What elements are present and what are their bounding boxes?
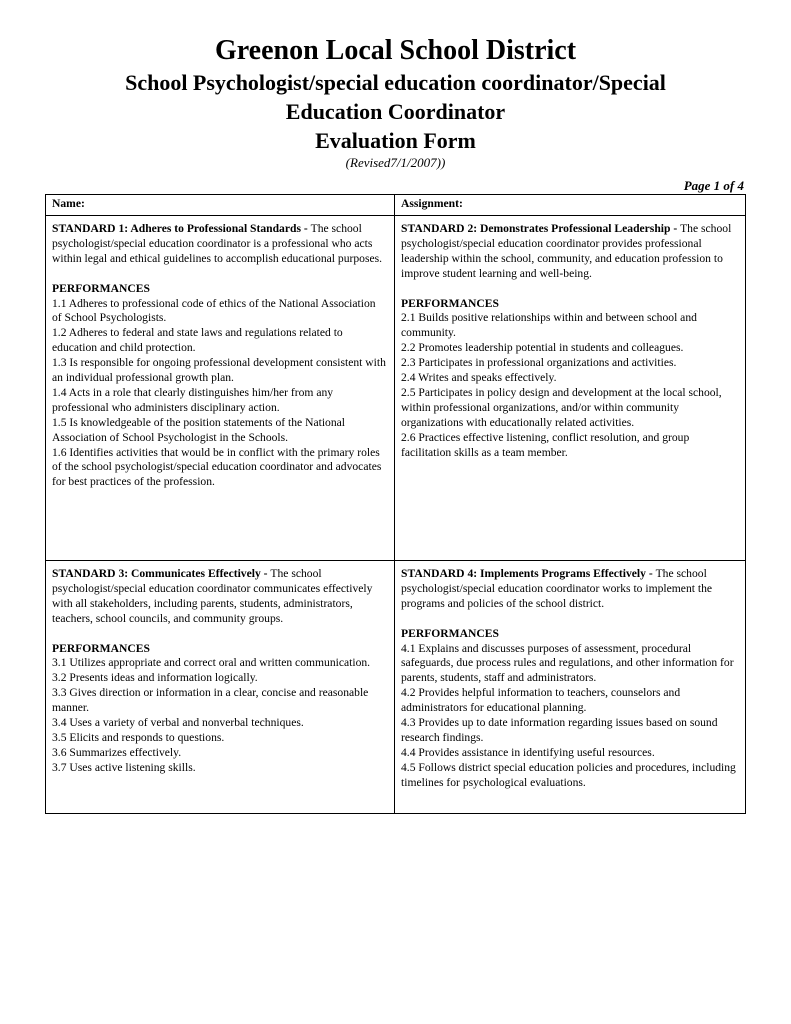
performance-2-5: 2.5 Participates in policy design and development at the local school, within professional organizations, and/or within community organizations with educationally related activities. [401, 385, 722, 429]
performance-4-3: 4.3 Provides up to date information regarding issues based on sound research findings. [401, 716, 718, 744]
standard-4-performances-label: PERFORMANCES [401, 626, 499, 640]
performance-3-1: 3.1 Utilizes appropriate and correct oral and written communication. [52, 656, 371, 670]
form-name: Evaluation Form [315, 128, 476, 153]
performance-2-1: 2.1 Builds positive relationships within and between school and community. [401, 311, 697, 340]
performance-3-2: 3.2 Presents ideas and information logically. [52, 671, 258, 685]
assignment-label: Assignment: [401, 197, 463, 210]
name-field[interactable] [46, 195, 395, 216]
standard-2-intro [401, 222, 739, 282]
performance-2-6: 2.6 Practices effective listening, conflict resolution, and group facilitation skills as a team member. [401, 430, 690, 459]
standard-3-performances-label: PERFORMANCES [52, 641, 150, 655]
standard-2-performances-label: PERFORMANCES [401, 296, 499, 310]
performance-4-2: 4.2 Provides helpful information to teachers, counselors and administrators for educational planning. [401, 686, 681, 715]
standard-4-cell [395, 561, 746, 814]
name-label: Name: [52, 197, 85, 210]
district-title: Greenon Local School District [214, 35, 577, 66]
standard-3-cell [46, 561, 395, 814]
standard-3-heading: STANDARD 3: Communicates Effectively - [52, 567, 271, 580]
performance-1-3: 1.3 Is responsible for ongoing professional development consistent with an individual professional growth plan. [52, 356, 386, 385]
performance-1-1: 1.1 Adheres to professional code of ethics of the National Association of School Psychologists. [52, 296, 376, 325]
revision-date: (Revised7/1/2007)) [345, 155, 446, 170]
position-title-line2: Education Coordinator [285, 99, 506, 124]
info-row [46, 195, 746, 216]
performance-1-6: 1.6 Identifies activities that would be in conflict with the primary roles of the school psychologist/special education coordinator and advocates for best practices of the profession. [52, 445, 382, 489]
performance-3-5: 3.5 Elicits and responds to questions. [52, 730, 225, 744]
standard-4-heading: STANDARD 4: Implements Programs Effectively - [401, 567, 656, 580]
performance-4-5: 4.5 Follows district special education policies and procedures, including timelines for psychological evaluations. [401, 760, 736, 789]
performance-3-4: 3.4 Uses a variety of verbal and nonverbal techniques. [52, 716, 304, 730]
standard-1-cell [46, 216, 395, 561]
standard-3-intro [52, 567, 388, 627]
standard-4-intro [401, 567, 739, 612]
evaluation-table [45, 194, 746, 814]
performance-1-5: 1.5 Is knowledgeable of the position statements of the National Association of School Psychologist in the Schools. [52, 415, 345, 444]
standard-3-description: The school psychologist/special education coordinator communicates effectively with all stakeholders, including parents, students, administrators, teachers, school councils, and community groups. [52, 567, 373, 625]
performance-2-2: 2.2 Promotes leadership potential in students and colleagues. [401, 341, 684, 355]
performance-2-4: 2.4 Writes and speaks effectively. [401, 371, 557, 385]
performance-4-1: 4.1 Explains and discusses purposes of assessment, procedural safeguards, due process rules and regulations, and other information for parents, students, staff and administrators. [401, 641, 734, 685]
standard-2-heading: STANDARD 2: Demonstrates Professional Leadership - [401, 222, 681, 235]
performance-3-7: 3.7 Uses active listening skills. [52, 760, 196, 774]
standards-row-2 [46, 561, 746, 814]
standard-4-description: The school psychologist/special education coordinator works to implement the programs and policies of the school district. [401, 567, 713, 610]
performance-1-2: 1.2 Adheres to federal and state laws and regulations related to education and child protection. [52, 326, 343, 355]
performance-3-6: 3.6 Summarizes effectively. [52, 745, 182, 759]
performance-1-4: 1.4 Acts in a role that clearly distinguishes him/her from any professional who administers disciplinary action. [52, 385, 334, 414]
standards-row-1 [46, 216, 746, 561]
standard-1-description: The school psychologist/special education coordinator is a professional who acts within legal and ethical guidelines to accomplish educational purposes. [52, 222, 383, 265]
assignment-field[interactable] [395, 195, 746, 216]
performance-4-4: 4.4 Provides assistance in identifying useful resources. [401, 745, 655, 759]
standard-2-description: The school psychologist/special education coordinator provides professional leadership within the school, community, and education profession to improve student learning and well-being. [401, 222, 732, 280]
document-header [0, 34, 791, 171]
standard-2-cell [395, 216, 746, 561]
position-title-line1: School Psychologist/special education coordinator/Special [125, 70, 666, 95]
performance-2-3: 2.3 Participates in professional organizations and activities. [401, 356, 677, 370]
standard-1-intro [52, 222, 388, 267]
page-number: Page 1 of 4 [683, 178, 744, 193]
standard-1-performances-label: PERFORMANCES [52, 281, 150, 295]
standard-1-heading: STANDARD 1: Adheres to Professional Standards - [52, 222, 311, 235]
performance-3-3: 3.3 Gives direction or information in a clear, concise and reasonable manner. [52, 686, 369, 715]
